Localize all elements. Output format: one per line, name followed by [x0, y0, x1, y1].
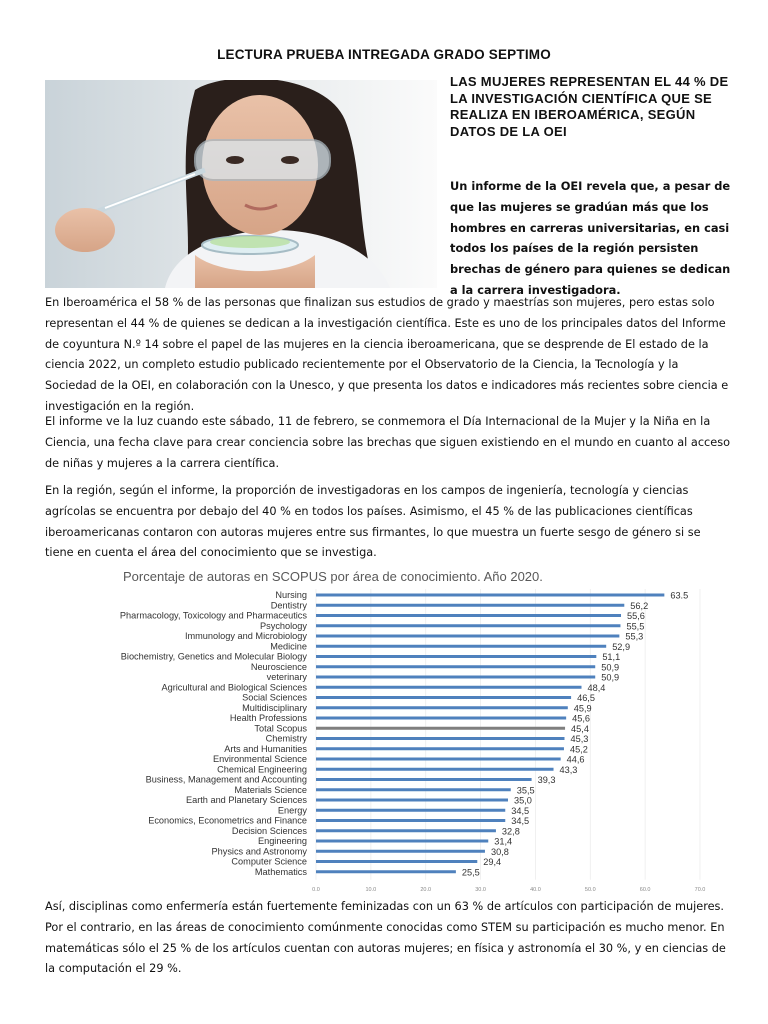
category-label: Business, Management and Accounting [145, 774, 307, 785]
bar [316, 635, 619, 638]
category-label: Social Sciences [242, 692, 307, 703]
x-tick-label: 30.0 [475, 886, 486, 893]
scientist-photo [45, 80, 437, 288]
bar [316, 665, 595, 668]
category-label: Psychology [260, 620, 307, 631]
value-label: 45,2 [569, 744, 588, 755]
x-tick-label: 10.0 [365, 886, 377, 893]
authors-bar-chart [80, 563, 720, 893]
article-headline: LAS MUJERES REPRESENTAN EL 44 % DE LA INVESTIGACIÓN CIENTÍFICA QUE SE REALIZA EN IBEROAMÉRICA, SEGÚN DATOS DE LA OEI [450, 74, 729, 139]
value-label: 29,4 [483, 857, 502, 867]
value-label: 34,5 [511, 816, 530, 826]
value-label: 55,5 [626, 621, 645, 632]
bar [316, 676, 595, 679]
bar [316, 850, 485, 853]
value-label: 44,6 [566, 754, 585, 765]
value-label: 46,5 [577, 693, 595, 703]
bar [316, 747, 564, 750]
category-label: Arts and Humanities [224, 743, 307, 754]
value-label: 34,5 [511, 805, 530, 816]
category-label: Multidisciplinary [242, 702, 307, 713]
chart-svg [80, 563, 720, 893]
chart-title: Porcentaje de autoras en SCOPUS por área de conocimiento. Año 2020. [123, 569, 543, 584]
value-label: 52,9 [612, 641, 631, 652]
value-label: 50,9 [601, 662, 620, 673]
bar [316, 727, 565, 730]
value-label: 48,4 [587, 682, 606, 693]
category-label: veterinary [266, 672, 307, 682]
bar [316, 788, 511, 791]
bar [316, 819, 505, 822]
bar [316, 717, 566, 720]
category-label: Materials Science [234, 784, 307, 795]
category-label: Dentistry [270, 600, 307, 611]
category-label: Computer Science [231, 856, 307, 867]
category-label: Chemistry [265, 733, 307, 744]
value-label: 35,5 [516, 785, 535, 796]
chart-category-labels [120, 590, 307, 877]
value-label: 45,4 [571, 723, 589, 734]
category-label: Chemical Engineering [217, 764, 307, 775]
bar [316, 799, 508, 802]
category-label: Health Professions [229, 713, 307, 723]
bar [316, 604, 624, 607]
bar [316, 809, 505, 812]
category-label: Agricultural and Biological Sciences [161, 682, 307, 693]
bar [316, 696, 571, 699]
value-label: 51,1 [602, 652, 621, 662]
document-title: LECTURA PRUEBA INTREGADA GRADO SEPTIMO [217, 47, 551, 62]
scientist-illustration [45, 80, 437, 288]
paragraph-2: El informe ve la luz cuando este sábado, 11 de febrero, se conmemora el Día Internacional de la Mujer y la Niña en la Ciencia, una fecha clave para crear conciencia sobre las brechas que siguen existiendo en el mundo en cuanto al acceso de niñas y mujeres a la carrera científica. [45, 415, 730, 470]
bar [316, 758, 561, 761]
bar [316, 840, 488, 843]
value-label: 45,3 [570, 734, 589, 744]
category-label: Neuroscience [250, 661, 307, 672]
value-label: 45,6 [572, 713, 591, 724]
value-label: 43,3 [559, 764, 578, 775]
value-label: 55,3 [625, 631, 644, 642]
x-tick-label: 40.0 [530, 886, 541, 893]
category-label: Engineering [257, 836, 307, 846]
value-label: 50,9 [601, 672, 620, 683]
bar [316, 614, 621, 617]
chart-x-ticks [312, 887, 705, 893]
paragraph-1: En Iberoamérica el 58 % de las personas que finalizan sus estudios de grado y maestrías son mujeres, pero estas solo representan el 44 % de quienes se dedican a la investigación científica. Este es uno de los principales datos del Informe de coyuntura N.º 14 sobre el papel de las mujeres en la ciencia iberoamericana, que se desprende de El estado de la ciencia 2022, un completo estudio publicado recientemente por el Observatorio de la Ciencia, la Tecnología y la Sociedad de la OEI, en colaboración con la Unesco, y que presenta los datos e indicadores más recientes sobre ciencia e investigación en la región. [45, 296, 729, 413]
category-label: Environmental Science [213, 754, 307, 764]
x-tick-label: 0.0 [312, 886, 320, 893]
category-label: Physics and Astronomy [211, 846, 307, 857]
category-label: Immunology and Microbiology [184, 631, 307, 641]
paragraph-4: Así, disciplinas como enfermería están fuertemente feminizadas con un 63 % de artículos con participación de mujeres. Por el contrario, en las áreas de conocimiento comúnmente conocidas como STEM su participación es mucho menor. En matemáticas sólo el 25 % de los artículos cuentan con autoras mujeres; en física y astronomía el 30 %, y en ciencias de la computación el 29 %. [45, 900, 726, 976]
bar [316, 737, 565, 740]
value-label: 25,5 [461, 867, 480, 878]
category-label: Mathematics [254, 866, 307, 877]
bar [316, 594, 664, 597]
paragraph-3: En la región, según el informe, la proporción de investigadoras en los campos de ingeniería, tecnología y ciencias agrícolas se encuentra por debajo del 40 % en todos los países. Asimismo, el 45 % de las publicaciones científicas iberoamericanas contaron con autoras mujeres entre sus firmantes, lo que muestra un fuerte sesgo de género si se tiene en cuenta el área del conocimiento que se investiga. [45, 484, 701, 560]
value-label: 45,9 [573, 703, 592, 714]
category-label: Medicine [270, 641, 307, 652]
bar [316, 706, 568, 709]
chart-value-labels [462, 591, 688, 878]
bar [316, 860, 477, 863]
value-label: 55,6 [627, 611, 645, 621]
article-lead: Un informe de la OEI revela que, a pesar de que las mujeres se gradúan más que los hombres en carreras universitarias, en casi todos los países de la región persisten brechas de género para quienes se dedican a la carrera investigadora. [450, 179, 731, 297]
x-tick-label: 20.0 [420, 886, 432, 893]
x-tick-label: 50.0 [584, 886, 596, 893]
x-tick-label: 60.0 [639, 886, 651, 893]
bar [316, 870, 456, 873]
bar [316, 645, 606, 648]
value-label: 39,3 [537, 775, 556, 785]
bar [316, 778, 532, 781]
value-label: 31,4 [494, 836, 513, 847]
category-label: Economics, Econometrics and Finance [148, 815, 307, 826]
x-tick-label: 70.0 [694, 886, 706, 893]
bar [316, 624, 620, 627]
category-label: Pharmacology, Toxicology and Pharmaceutics [119, 610, 307, 621]
category-label: Nursing [275, 590, 307, 600]
value-label: 30,8 [490, 846, 509, 857]
category-label: Total Scopus [254, 723, 307, 734]
category-label: Earth and Planetary Sciences [185, 795, 307, 805]
bar [316, 829, 496, 832]
bar [316, 686, 582, 689]
value-label: 35,0 [514, 795, 532, 806]
bar [316, 655, 596, 658]
bar [316, 768, 554, 771]
value-label: 63.5 [670, 590, 689, 601]
value-label: 56,2 [630, 600, 649, 611]
category-label: Biochemistry, Genetics and Molecular Biology [120, 651, 307, 662]
chart-bars [316, 594, 664, 874]
category-label: Energy [277, 805, 307, 816]
category-label: Decision Sciences [231, 825, 307, 836]
value-label: 32,8 [501, 826, 520, 837]
